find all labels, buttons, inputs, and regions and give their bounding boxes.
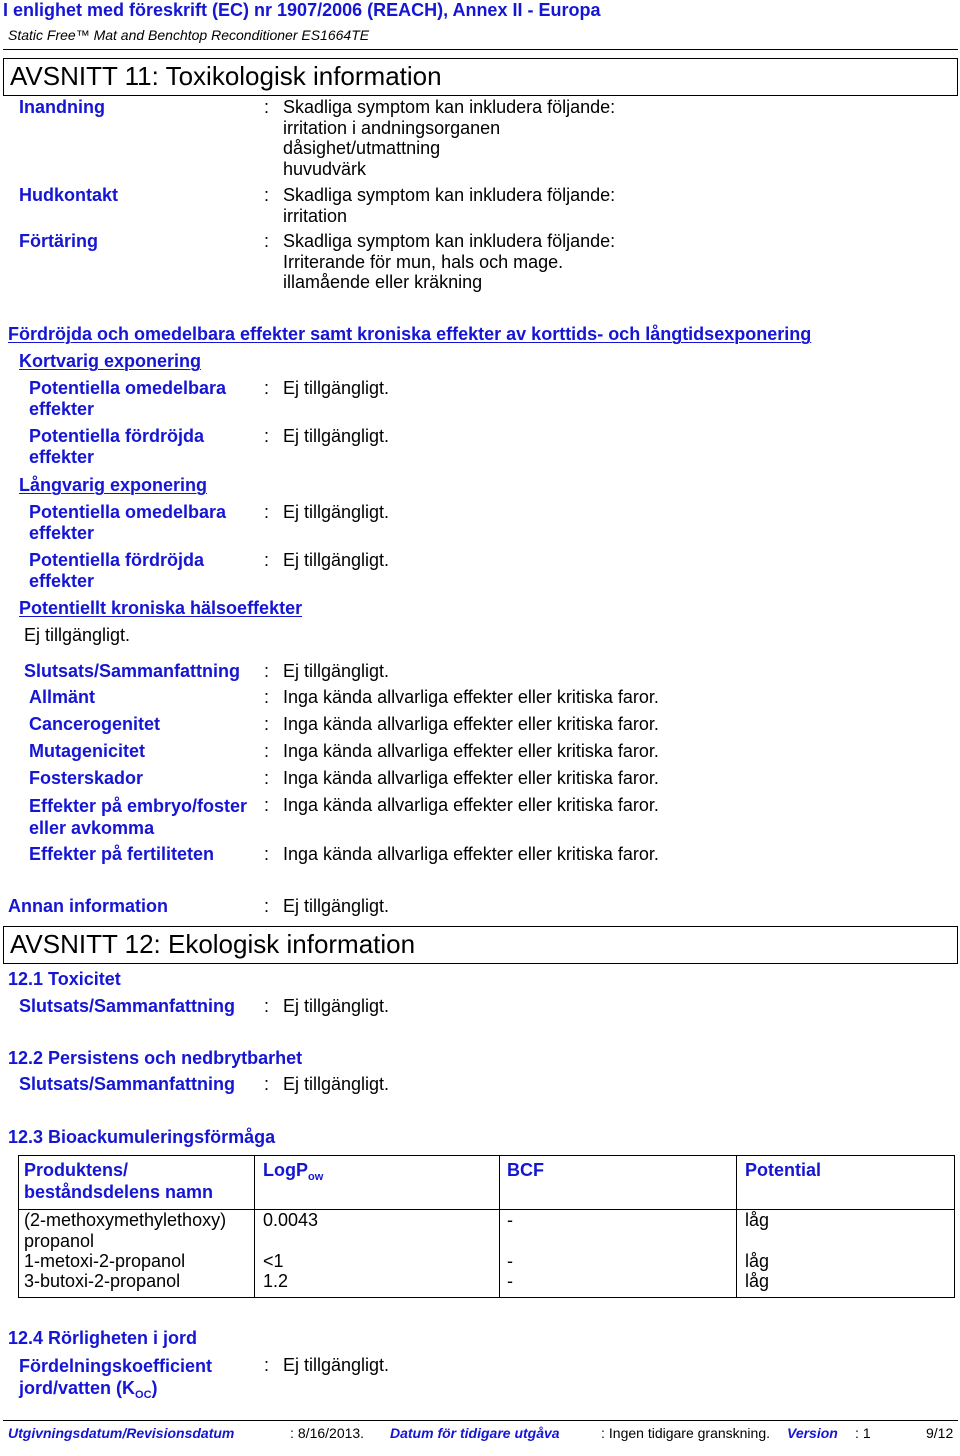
koc-subscript: OC xyxy=(135,1389,152,1401)
issue-date-label: Utgivningsdatum/Revisionsdatum xyxy=(8,1425,235,1441)
effect-label: Allmänt xyxy=(29,687,96,707)
effect-value: Inga kända allvarliga effekter eller kritiska faror. xyxy=(283,687,659,707)
table-cell-bcf: - xyxy=(507,1271,513,1291)
separator-colon: : xyxy=(855,1425,859,1441)
symptom-line: huvudvärk xyxy=(283,159,367,180)
previous-date-value: Ingen tidigare granskning. xyxy=(608,1425,770,1441)
previous-date-label: Datum för tidigare utgåva xyxy=(390,1425,560,1441)
subsection-heading: 12.3 Bioackumuleringsförmåga xyxy=(8,1127,276,1147)
section-11-title: AVSNITT 11: Toxikologisk information xyxy=(10,61,442,91)
issue-date-value: 8/16/2013. xyxy=(297,1425,365,1441)
separator-colon: : xyxy=(264,502,270,522)
effect-value: Inga kända allvarliga effekter eller kritiska faror. xyxy=(283,844,659,864)
effect-label-line: Potentiella fördröjda xyxy=(29,426,205,446)
separator-colon: : xyxy=(264,1074,270,1094)
footer-divider xyxy=(3,1420,958,1421)
separator-colon: : xyxy=(264,231,270,251)
separator-colon: : xyxy=(264,661,270,681)
separator-colon: : xyxy=(264,550,270,570)
effect-label-line: effekter xyxy=(29,447,95,467)
table-cell-name xyxy=(24,1210,226,1251)
effect-label-line: Effekter på embryo/foster xyxy=(29,796,248,816)
effect-label: Fosterskador xyxy=(29,768,144,788)
column-divider xyxy=(499,1156,500,1297)
chronic-text: Ej tillgängligt. xyxy=(24,625,131,645)
effect-label: Effekter på fertiliteten xyxy=(29,844,215,864)
effect-label xyxy=(29,795,247,839)
route-symptoms xyxy=(283,185,615,226)
product-name: Static Free™ Mat and Benchtop Reconditioner ES1664TE xyxy=(8,27,370,43)
section-12-title: AVSNITT 12: Ekologisk information xyxy=(10,929,416,959)
effect-label xyxy=(29,502,226,544)
other-info-value: Ej tillgängligt. xyxy=(283,896,390,916)
effect-label: Cancerogenitet xyxy=(29,714,161,734)
logp-subscript: ow xyxy=(308,1171,324,1183)
koc-label-line: Fördelningskoefficient xyxy=(19,1356,213,1376)
symptom-line: Skadliga symptom kan inkludera följande: xyxy=(283,231,616,251)
koc-label-end: ) xyxy=(151,1378,158,1398)
route-symptoms xyxy=(283,97,615,180)
short-term-heading: Kortvarig exponering xyxy=(19,351,202,371)
column-divider xyxy=(254,1156,255,1297)
route-symptoms xyxy=(283,231,615,293)
header-divider xyxy=(3,49,958,50)
regulation-header: I enlighet med föreskrift (EC) nr 1907/2006 (REACH), Annex II - Europa xyxy=(3,0,601,20)
subsection-heading: 12.1 Toxicitet xyxy=(8,969,121,989)
effect-label xyxy=(29,378,226,420)
header-line: Produktens/ xyxy=(24,1160,129,1180)
name-line: propanol xyxy=(24,1230,95,1251)
section-12-header xyxy=(3,926,958,964)
table-cell-logp: 0.0043 xyxy=(263,1210,319,1230)
route-label: Hudkontakt xyxy=(19,185,118,205)
koc-label-line xyxy=(19,1377,212,1402)
column-header-logp xyxy=(263,1159,323,1184)
version-value: 1 xyxy=(862,1425,871,1441)
section-11-header xyxy=(3,58,958,96)
subsection-heading: 12.2 Persistens och nedbrytbarhet xyxy=(8,1048,303,1068)
table-cell-bcf: - xyxy=(507,1251,513,1271)
symptom-line: irritation i andningsorganen xyxy=(283,117,501,138)
separator-colon: : xyxy=(264,741,270,761)
table-cell-logp: <1 xyxy=(263,1251,284,1271)
effect-value: Inga kända allvarliga effekter eller kritiska faror. xyxy=(283,741,659,761)
table-cell-name: 1-metoxi-2-propanol xyxy=(24,1251,186,1271)
column-header-bcf: BCF xyxy=(507,1160,544,1180)
symptom-line: illamående eller kräkning xyxy=(283,272,483,293)
effect-label-line: effekter xyxy=(29,523,95,543)
table-cell-name: 3-butoxi-2-propanol xyxy=(24,1271,181,1291)
separator-colon: : xyxy=(264,378,270,398)
separator-colon: : xyxy=(290,1425,294,1441)
effect-value: Ej tillgängligt. xyxy=(283,426,390,446)
koc-value: Ej tillgängligt. xyxy=(283,1355,390,1375)
summary-value: Ej tillgängligt. xyxy=(283,1074,390,1094)
effect-value: Ej tillgängligt. xyxy=(283,378,390,398)
effect-label-line: effekter xyxy=(29,571,95,591)
logp-text: LogP xyxy=(263,1160,308,1180)
name-line: (2-methoxymethylethoxy) xyxy=(24,1210,227,1230)
other-info-label: Annan information xyxy=(8,896,168,916)
effect-value: Ej tillgängligt. xyxy=(283,550,390,570)
table-cell-potential: låg xyxy=(745,1271,770,1291)
summary-label: Slutsats/Sammanfattning xyxy=(19,1074,236,1094)
effect-value: Inga kända allvarliga effekter eller kritiska faror. xyxy=(283,768,659,788)
separator-colon: : xyxy=(264,714,270,734)
separator-colon: : xyxy=(264,185,270,205)
bioaccumulation-table xyxy=(18,1155,955,1298)
effect-value: Inga kända allvarliga effekter eller kritiska faror. xyxy=(283,795,659,815)
column-header-potential: Potential xyxy=(745,1160,822,1180)
summary-label: Slutsats/Sammanfattning xyxy=(24,661,241,681)
issue-date xyxy=(290,1425,364,1441)
symptom-line: Skadliga symptom kan inkludera följande: xyxy=(283,185,616,205)
koc-label-text: jord/vatten (K xyxy=(19,1378,136,1398)
summary-value: Ej tillgängligt. xyxy=(283,661,390,681)
separator-colon: : xyxy=(264,687,270,707)
effect-value: Ej tillgängligt. xyxy=(283,502,390,522)
effect-label-line: eller avkomma xyxy=(29,818,155,838)
separator-colon: : xyxy=(264,1355,270,1375)
effect-label-line: Potentiella omedelbara xyxy=(29,502,227,522)
symptom-line: Irriterande för mun, hals och mage. xyxy=(283,251,564,272)
effect-label-line: Potentiella fördröjda xyxy=(29,550,205,570)
effect-label: Mutagenicitet xyxy=(29,741,146,761)
summary-label: Slutsats/Sammanfattning xyxy=(19,996,236,1016)
symptom-line: irritation xyxy=(283,205,348,226)
page-number: 9/12 xyxy=(926,1425,954,1441)
table-cell-potential: låg xyxy=(745,1251,770,1271)
separator-colon: : xyxy=(264,97,270,117)
separator-colon: : xyxy=(264,426,270,446)
effect-label xyxy=(29,550,204,592)
table-cell-potential: låg xyxy=(745,1210,770,1230)
table-cell-bcf: - xyxy=(507,1210,513,1230)
previous-date xyxy=(601,1425,770,1441)
separator-colon: : xyxy=(264,996,270,1016)
koc-label xyxy=(19,1355,212,1402)
subsection-heading: 12.4 Rörligheten i jord xyxy=(8,1328,198,1348)
table-cell-logp: 1.2 xyxy=(263,1271,289,1291)
summary-value: Ej tillgängligt. xyxy=(283,996,390,1016)
effect-value: Inga kända allvarliga effekter eller kritiska faror. xyxy=(283,714,659,734)
exposure-heading: Fördröjda och omedelbara effekter samt kroniska effekter av korttids- och långtidsexponering xyxy=(8,324,812,344)
separator-colon: : xyxy=(264,795,270,815)
symptom-line: Skadliga symptom kan inkludera följande: xyxy=(283,97,616,117)
header-line: beståndsdelens namn xyxy=(24,1182,214,1202)
column-header-name xyxy=(24,1159,213,1203)
route-label: Förtäring xyxy=(19,231,98,251)
separator-colon: : xyxy=(601,1425,605,1441)
long-term-heading: Långvarig exponering xyxy=(19,475,208,495)
route-label: Inandning xyxy=(19,97,105,117)
separator-colon: : xyxy=(264,896,270,916)
symptom-line: dåsighet/utmattning xyxy=(283,138,441,159)
version xyxy=(855,1425,871,1441)
effect-label-line: effekter xyxy=(29,399,95,419)
effect-label-line: Potentiella omedelbara xyxy=(29,378,227,398)
column-divider xyxy=(736,1156,737,1297)
effect-label xyxy=(29,426,204,468)
chronic-heading: Potentiellt kroniska hälsoeffekter xyxy=(19,598,303,618)
separator-colon: : xyxy=(264,768,270,788)
version-label: Version xyxy=(787,1425,838,1441)
separator-colon: : xyxy=(264,844,270,864)
